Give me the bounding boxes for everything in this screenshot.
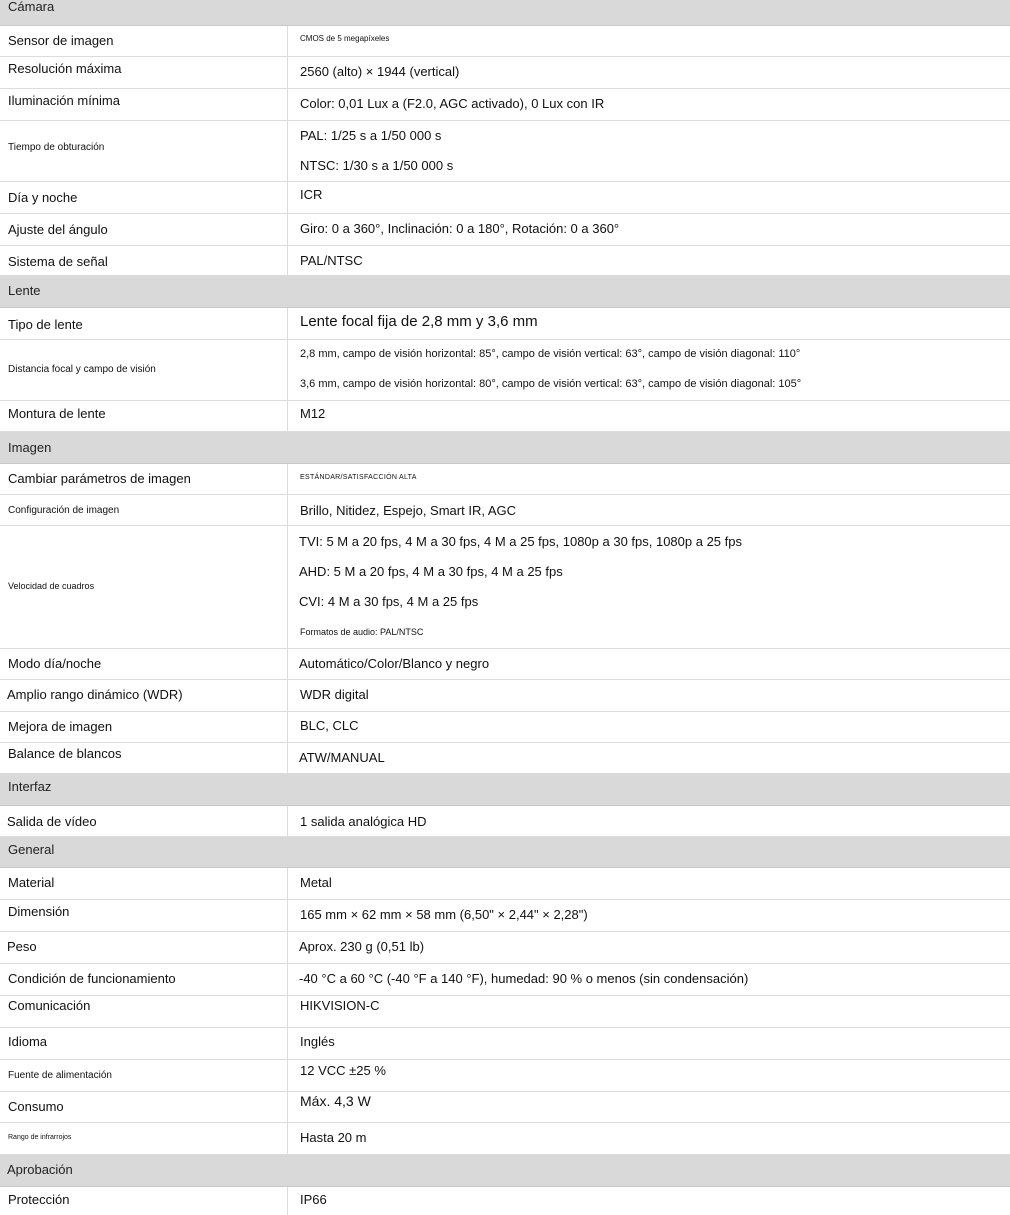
label-balance: Balance de blancos <box>8 746 122 761</box>
row-sistema <box>0 246 1010 276</box>
label-dimension: Dimensión <box>8 904 70 919</box>
label-wdr: Amplio rango dinámico (WDR) <box>7 687 183 702</box>
value-material: Metal <box>300 875 332 890</box>
label-focal: Distancia focal y campo de visión <box>8 364 156 375</box>
value-montura: M12 <box>300 406 326 421</box>
row-wdr <box>0 680 1010 712</box>
row-idioma <box>0 1028 1010 1060</box>
label-velocidad: Velocidad de cuadros <box>8 581 95 591</box>
value-ajuste: Giro: 0 a 360°, Inclinación: 0 a 180°, Rotación: 0 a 360° <box>300 221 620 236</box>
value-consumo: Máx. 4,3 W <box>300 1093 371 1109</box>
label-proteccion: Protección <box>8 1192 70 1207</box>
value-modo: Automático/Color/Blanco y negro <box>299 656 490 671</box>
value-obturacion-ntsc: NTSC: 1/30 s a 1/50 000 s <box>300 158 454 173</box>
label-condicion: Condición de funcionamiento <box>8 971 176 986</box>
value-proteccion: IP66 <box>300 1192 327 1207</box>
section-imagen <box>0 432 1010 464</box>
section-general <box>0 837 1010 868</box>
value-sensor: CMOS de 5 megapíxeles <box>300 34 390 43</box>
value-velocidad-ahd: AHD: 5 M a 20 fps, 4 M a 30 fps, 4 M a 25 fps <box>299 564 563 579</box>
label-material: Material <box>8 875 55 890</box>
value-resolucion: 2560 (alto) × 1944 (vertical) <box>300 64 460 79</box>
value-iluminacion: Color: 0,01 Lux a (F2.0, AGC activado), 0 Lux con IR <box>300 96 605 111</box>
label-fuente: Fuente de alimentación <box>8 1070 112 1081</box>
value-comunicacion: HIKVISION-C <box>300 998 380 1013</box>
row-dia-noche <box>0 182 1010 214</box>
label-config: Configuración de imagen <box>8 505 120 516</box>
row-resolucion <box>0 57 1010 89</box>
section-camara <box>0 0 1010 26</box>
label-peso: Peso <box>7 939 37 954</box>
row-mejora <box>0 712 1010 743</box>
row-focal <box>0 340 1010 401</box>
row-config <box>0 495 1010 526</box>
row-ajuste <box>0 214 1010 246</box>
section-lente <box>0 276 1010 308</box>
row-montura <box>0 401 1010 432</box>
label-modo: Modo día/noche <box>8 656 102 671</box>
row-sensor <box>0 26 1010 57</box>
label-idioma: Idioma <box>8 1034 48 1049</box>
row-salida <box>0 806 1010 837</box>
value-velocidad-tvi: TVI: 5 M a 20 fps, 4 M a 30 fps, 4 M a 25 fps, 1080p a 30 fps, 1080p a 25 fps <box>299 534 742 549</box>
section-interfaz <box>0 774 1010 806</box>
value-velocidad-audio: Formatos de audio: PAL/NTSC <box>300 627 424 637</box>
label-cambiar: Cambiar parámetros de imagen <box>8 471 191 486</box>
value-obturacion-pal: PAL: 1/25 s a 1/50 000 s <box>300 128 442 143</box>
row-tipo-lente <box>0 308 1010 340</box>
row-condicion <box>0 964 1010 996</box>
label-sistema: Sistema de señal <box>8 254 108 269</box>
row-material <box>0 868 1010 900</box>
value-idioma: Inglés <box>300 1034 335 1049</box>
label-dia-noche: Día y noche <box>8 190 78 205</box>
value-mejora: BLC, CLC <box>300 718 359 733</box>
label-montura: Montura de lente <box>8 406 106 421</box>
label-resolucion: Resolución máxima <box>8 61 122 76</box>
label-tipo-lente: Tipo de lente <box>8 317 83 332</box>
value-condicion: -40 °C a 60 °C (-40 °F a 140 °F), humedad: 90 % o menos (sin condensación) <box>299 971 749 986</box>
value-focal-1: 2,8 mm, campo de visión horizontal: 85°, campo de visión vertical: 63°, campo de visión diagonal: 110° <box>300 348 801 360</box>
row-dimension <box>0 900 1010 932</box>
row-proteccion <box>0 1187 1010 1215</box>
row-fuente <box>0 1060 1010 1092</box>
value-dia-noche: ICR <box>300 187 323 202</box>
section-title: Aprobación <box>7 1162 73 1177</box>
value-focal-2: 3,6 mm, campo de visión horizontal: 80°, campo de visión vertical: 63°, campo de visión diagonal: 105° <box>300 378 802 390</box>
row-consumo <box>0 1092 1010 1123</box>
section-title: General <box>8 842 55 857</box>
value-wdr: WDR digital <box>300 687 369 702</box>
value-config: Brillo, Nitidez, Espejo, Smart IR, AGC <box>300 503 517 518</box>
label-obturacion: Tiempo de obturación <box>8 142 105 153</box>
row-iluminacion <box>0 89 1010 121</box>
row-rango <box>0 1123 1010 1155</box>
value-tipo-lente: Lente focal fija de 2,8 mm y 3,6 mm <box>300 313 538 330</box>
value-rango: Hasta 20 m <box>300 1130 367 1145</box>
row-obturacion <box>0 121 1010 182</box>
label-salida: Salida de vídeo <box>7 814 97 829</box>
section-title: Cámara <box>8 0 55 14</box>
row-velocidad <box>0 526 1010 649</box>
label-consumo: Consumo <box>8 1099 64 1114</box>
section-title: Interfaz <box>8 779 52 794</box>
value-dimension: 165 mm × 62 mm × 58 mm (6,50" × 2,44" × 2,28") <box>300 907 588 922</box>
value-balance: ATW/MANUAL <box>299 750 385 765</box>
section-title: Lente <box>8 283 41 298</box>
value-fuente: 12 VCC ±25 % <box>300 1063 386 1078</box>
row-modo <box>0 649 1010 680</box>
label-mejora: Mejora de imagen <box>8 719 113 734</box>
section-title: Imagen <box>8 440 52 455</box>
row-peso <box>0 932 1010 964</box>
label-iluminacion: Iluminación mínima <box>8 93 120 108</box>
section-aprobacion <box>0 1155 1010 1187</box>
value-sistema: PAL/NTSC <box>300 253 363 268</box>
label-rango: Rango de infrarrojos <box>8 1134 72 1141</box>
label-sensor: Sensor de imagen <box>8 33 114 48</box>
value-peso: Aprox. 230 g (0,51 lb) <box>299 939 425 954</box>
row-cambiar <box>0 464 1010 495</box>
row-balance <box>0 743 1010 774</box>
label-comunicacion: Comunicación <box>8 998 91 1013</box>
value-cambiar: ESTÁNDAR/SATISFACCIÓN ALTA <box>300 474 417 481</box>
value-salida: 1 salida analógica HD <box>300 814 427 829</box>
value-velocidad-cvi: CVI: 4 M a 30 fps, 4 M a 25 fps <box>299 594 479 609</box>
row-comunicacion <box>0 996 1010 1028</box>
label-ajuste: Ajuste del ángulo <box>8 222 108 237</box>
